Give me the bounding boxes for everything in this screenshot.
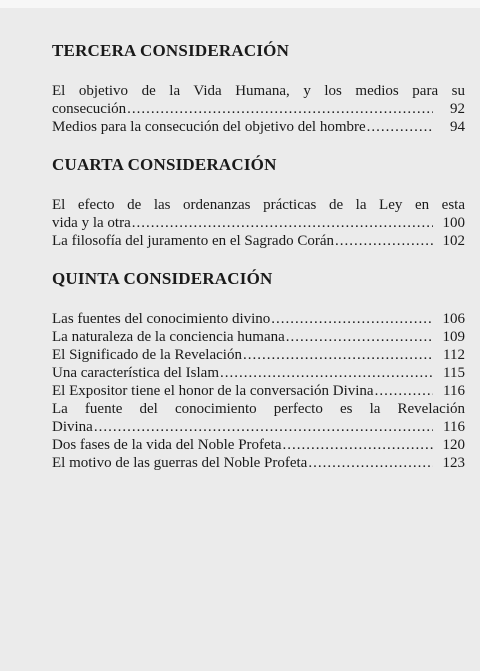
dot-leader — [283, 436, 433, 454]
entry-leader-line — [52, 364, 465, 382]
page-number: 123 — [442, 455, 465, 471]
dot-leader — [94, 418, 433, 436]
dot-leader — [375, 382, 433, 400]
entry-text: La filosofía del juramento en el Sagrado Corán — [52, 233, 334, 249]
entry-leader-line — [52, 328, 465, 346]
entry-text: Dos fases de la vida del Noble Profeta — [52, 437, 282, 453]
dot-leader — [367, 118, 433, 136]
dot-leader — [286, 328, 433, 346]
section-title: CUARTA CONSIDERACIÓN — [52, 155, 277, 174]
entry-text: El Expositor tiene el honor de la conversación Divina — [52, 383, 374, 399]
toc-entry — [52, 118, 465, 136]
section-title: QUINTA CONSIDERACIÓN — [52, 269, 273, 288]
dot-leader — [220, 364, 433, 382]
entry-text: Medios para la consecución del objetivo del hombre — [52, 119, 366, 135]
entry-leader-line — [52, 418, 465, 436]
toc-entry — [52, 382, 465, 400]
entry-leader-line — [52, 436, 465, 454]
page-number: 92 — [450, 101, 465, 117]
entry-leader-line — [52, 346, 465, 364]
dot-leader — [243, 346, 433, 364]
page-number: 94 — [450, 119, 465, 135]
toc-section-tercera — [52, 40, 465, 136]
entry-leader-line — [52, 382, 465, 400]
page-number: 116 — [443, 419, 465, 435]
entry-leader-line — [52, 454, 465, 472]
entry-text-line: El efecto de las ordenanzas prácticas de la Ley en esta — [52, 197, 465, 213]
toc-section-cuarta — [52, 154, 465, 250]
toc-entry — [52, 310, 465, 328]
table-of-contents — [52, 40, 465, 486]
toc-entry — [52, 196, 465, 232]
page-number: 116 — [443, 383, 465, 399]
section-entries — [52, 82, 465, 136]
entry-text: El motivo de las guerras del Noble Profeta — [52, 455, 308, 471]
toc-entry — [52, 364, 465, 382]
entry-leader-line — [52, 214, 465, 232]
toc-entry — [52, 328, 465, 346]
entry-text: consecución — [52, 101, 127, 117]
entry-leader-line — [52, 232, 465, 250]
entry-leader-line — [52, 310, 465, 328]
page-number: 100 — [442, 215, 465, 231]
section-entries — [52, 310, 465, 472]
page-number: 120 — [442, 437, 465, 453]
entry-leader-line — [52, 118, 465, 136]
entry-text: La naturaleza de la conciencia humana — [52, 329, 285, 345]
page-number: 106 — [442, 311, 465, 327]
dot-leader — [132, 214, 433, 232]
entry-text: El Significado de la Revelación — [52, 347, 242, 363]
toc-entry — [52, 454, 465, 472]
page-number: 112 — [443, 347, 465, 363]
entry-text-line: El objetivo de la Vida Humana, y los medios para su — [52, 83, 465, 99]
dot-leader — [335, 232, 433, 250]
page-number: 102 — [442, 233, 465, 249]
dot-leader — [271, 310, 433, 328]
entry-text: Divina — [52, 419, 93, 435]
toc-entry — [52, 346, 465, 364]
toc-entry — [52, 82, 465, 118]
toc-entry — [52, 400, 465, 436]
toc-entry — [52, 232, 465, 250]
entry-leader-line — [52, 100, 465, 118]
section-entries — [52, 196, 465, 250]
section-title: TERCERA CONSIDERACIÓN — [52, 41, 290, 60]
toc-entry — [52, 436, 465, 454]
dot-leader — [127, 100, 433, 118]
page-number: 109 — [442, 329, 465, 345]
entry-text-line: La fuente del conocimiento perfecto es la Revelación — [52, 401, 465, 417]
page-number: 115 — [443, 365, 465, 381]
entry-text: vida y la otra — [52, 215, 131, 231]
dot-leader — [308, 454, 433, 472]
entry-text: Las fuentes del conocimiento divino — [52, 311, 271, 327]
toc-section-quinta — [52, 268, 465, 472]
entry-text: Una característica del Islam — [52, 365, 219, 381]
